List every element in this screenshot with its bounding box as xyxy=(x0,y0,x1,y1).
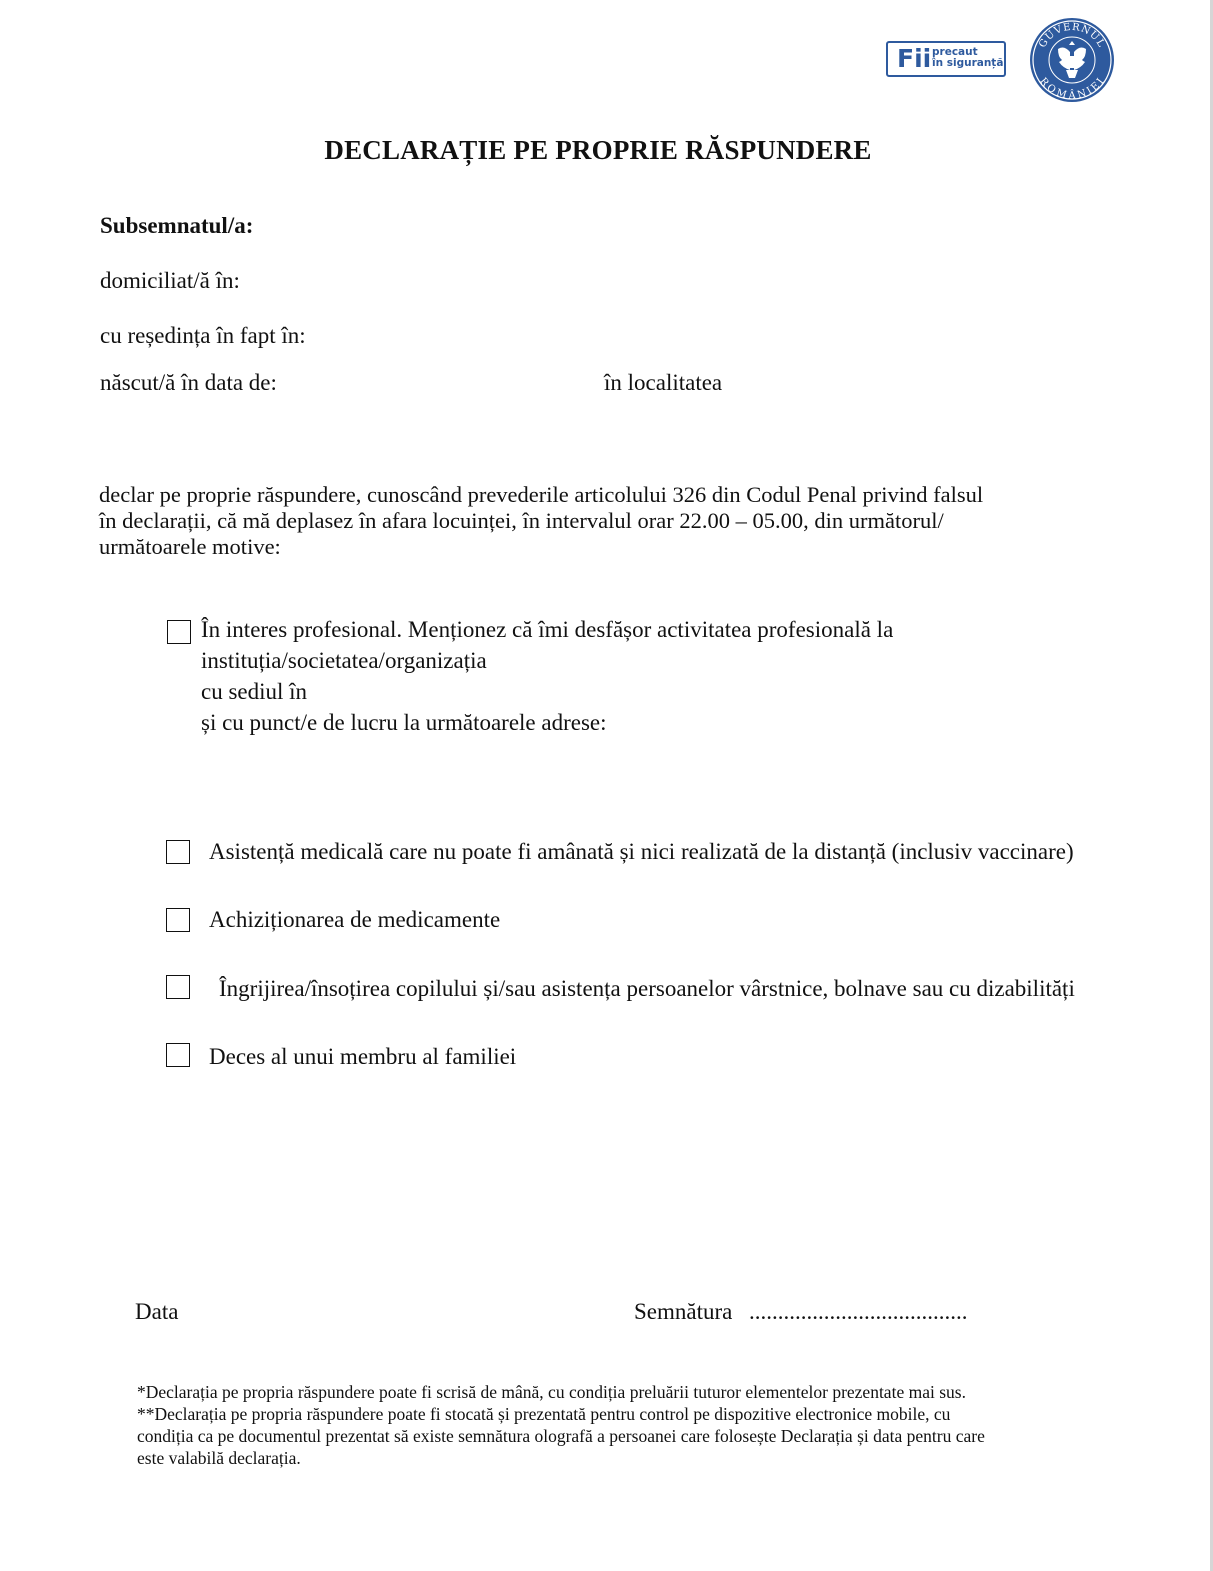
option-death-label: Deces al unui membru al familiei xyxy=(209,1044,517,1069)
option-professional-line1: În interes profesional. Menționez că îmi desfășor activitatea profesională la xyxy=(201,617,894,642)
field-domiciliat-label: domiciliat/ă în: xyxy=(100,268,240,293)
government-seal-logo xyxy=(1028,16,1116,104)
date-label: Data xyxy=(135,1299,179,1324)
field-localitatea-label: în localitatea xyxy=(604,370,723,395)
fii-logo-small-text xyxy=(932,47,1003,69)
checkbox-medical[interactable] xyxy=(166,840,190,864)
field-resedinta-label: cu reședința în fapt în: xyxy=(100,323,306,348)
field-subsemnatul-label: Subsemnatul/a: xyxy=(100,213,254,238)
seal-bottom-text: ROMÂNIEI xyxy=(1037,75,1107,102)
fii-logo-big-text: Fii xyxy=(897,44,932,73)
footnote-line: este valabilă declarația. xyxy=(137,1448,301,1468)
declaration-line: în declarații, că mă deplasez în afara locuinței, în intervalul orar 22.00 – 05.00, din următorul/ xyxy=(99,508,944,533)
option-care-label: Îngrijirea/însoțirea copilului și/sau asistența persoanelor vârstnice, bolnave sau cu dizabilități xyxy=(219,976,1075,1001)
option-professional-line4: și cu punct/e de lucru la următoarele adrese: xyxy=(201,710,607,735)
checkbox-care[interactable] xyxy=(166,975,190,999)
field-nascut-label: născut/ă în data de: xyxy=(100,370,277,395)
declaration-line: declar pe proprie răspundere, cunoscând prevederile articolului 326 din Codul Penal privind falsul xyxy=(99,482,984,507)
declaration-paragraph xyxy=(99,482,1099,560)
checkbox-death[interactable] xyxy=(166,1043,190,1067)
signature-label: Semnătura xyxy=(634,1299,733,1324)
option-medicines-label: Achiziționarea de medicamente xyxy=(209,907,501,932)
seal-top-text: GUVERNUL xyxy=(1037,21,1107,50)
fii-logo-line1: precaut xyxy=(932,46,978,58)
signature-dots: ...................................... xyxy=(749,1299,968,1324)
declaration-line: următoarele motive: xyxy=(99,534,281,559)
option-professional-text xyxy=(201,614,893,738)
option-medical-label: Asistență medicală care nu poate fi amânată și nici realizată de la distanță (inclusiv vaccinare) xyxy=(209,839,1074,864)
fii-logo-line2: în siguranță xyxy=(932,57,1004,69)
footnote-line: condiția ca pe documentul prezentat să existe semnătura olografă a persoanei care folosește Declarația și data pentru care xyxy=(137,1426,985,1446)
footnotes xyxy=(137,1381,985,1469)
footnote-line: **Declarația pe propria răspundere poate fi stocată și prezentată pentru control pe dispozitive electronice mobile, cu xyxy=(137,1404,951,1424)
document-title: DECLARAȚIE PE PROPRIE RĂSPUNDERE xyxy=(324,135,872,165)
option-professional-line3: cu sediul în xyxy=(201,679,308,704)
checkbox-medicines[interactable] xyxy=(166,908,190,932)
checkbox-professional[interactable] xyxy=(167,620,191,644)
option-professional-line2: instituția/societatea/organizația xyxy=(201,648,487,673)
fii-precaut-logo xyxy=(886,41,1006,77)
footnote-line: *Declarația pe propria răspundere poate fi scrisă de mână, cu condiția preluării tuturor elementelor prezentate mai sus. xyxy=(137,1382,966,1402)
